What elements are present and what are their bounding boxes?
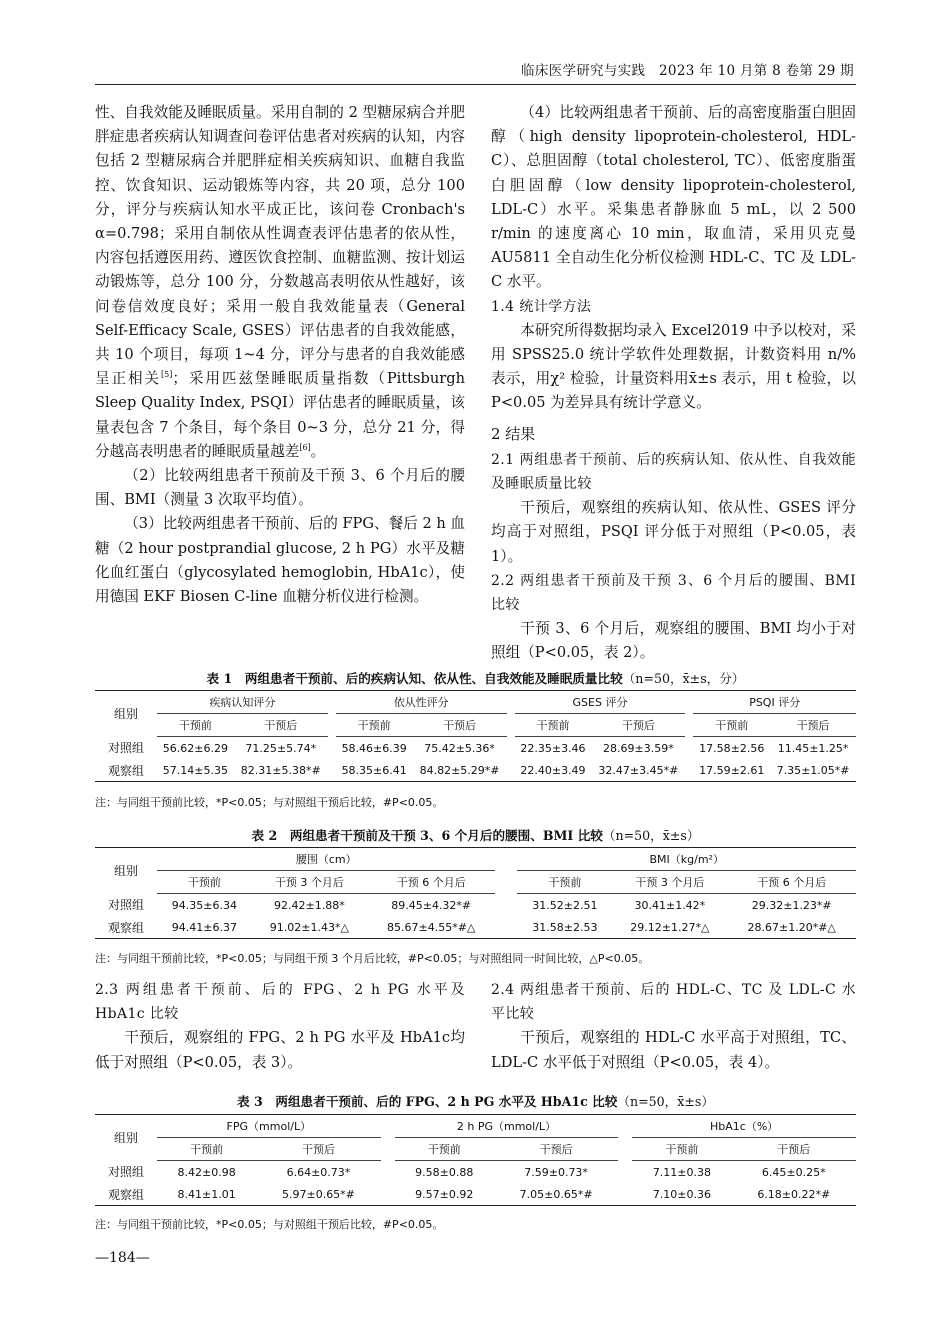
cell: 85.67±4.55*#△ [367,916,496,939]
paragraph-item-2: （2）比较两组患者干预前及干预 3、6 个月后的腰围、BMI（测量 3 次取平均值）。 [95,467,465,509]
table1-note: 注：与同组干预前比较，*P<0.05；与对照组干预后比较，#P<0.05。 [95,796,444,809]
paragraph-methods-scales: 性、自我效能及睡眠质量。采用自制的 2 型糖尿病合并肥胖症患者疾病认知调查问卷评估患者对疾病的认知，内容包括 2 型糖尿病合并肥胖症相关疾病知识、血糖自我监控、饮食知识、运动锻炼等内容，共 20 项，总分 100 分，评分与疾病认知水平成正比，该问卷 Cronbach's α=0.798；采用自制依从性调查表评估患者的依从性，内容包括遵医用药、遵医饮食控制、血糖监测、按计划运动锻炼等，总分 100 分，分数越高表明依从性越好，该问卷信效度良好；采用一般自我效能量表（General Self-Efficacy Scale, GSES）评估患者的自我效能感，共 10 个项目，每项 1~4 分，评分与患者的自我效能感呈正相关[5]；采用匹兹堡睡眠质量指数（Pittsburgh Sleep Quality Index, PSQI）评估患者的睡眠质量，该量表包含 7 个条目，每个条目 0~3 分，总分 21 分，得分越高表明患者的睡眠质量越差[6]。 [95,104,465,460]
table2-col-waist: 腰围（cm） [157,848,495,871]
cell: 8.41±1.01 [157,1183,256,1206]
table1-col-cognition: 疾病认知评分 [157,691,328,714]
citation-5[interactable]: [5] [161,370,173,380]
cell: 31.58±2.53 [517,916,612,939]
table3-col-hba1c: HbA1c（%） [632,1115,856,1138]
left-column [95,101,465,609]
cell: 75.42±5.36* [424,741,495,755]
citation-6[interactable]: [6] [299,442,311,452]
row-label: 观察组 [95,916,157,939]
cell: 22.35±3.46 [520,741,586,755]
cell: 32.47±3.45*# [591,759,685,782]
sub-before: 干预前 [395,1138,494,1161]
table-row [95,737,856,760]
table3-caption: 表 3 两组患者干预前、后的 FPG、2 h PG 水平及 HbA1c 比较（n=50，x̄±s） [237,1094,714,1109]
table-row [95,894,856,917]
sub-before: 干预前 [693,714,770,737]
row-label: 对照组 [107,741,144,756]
cell: 94.41±6.37 [157,916,252,939]
sub-after: 干预后 [256,1138,380,1161]
cell: 31.52±2.51 [532,898,598,912]
cell: 58.35±6.41 [336,759,413,782]
cell: 9.58±0.88 [415,1165,474,1179]
cell: 71.25±5.74* [245,741,317,755]
paragraph-item-3: （3）比较两组患者干预前、后的 FPG、餐后 2 h 血糖（2 hour postprandial glucose, 2 h PG）水平及糖化血红蛋白（glycosylated hemoglobin, HbA1c），使用德国 EKF Biosen C-line 血糖分析仪进行检测。 [95,515,466,606]
paragraph-statistics: 本研究所得数据均录入 Excel2019 中予以校对，采用 SPSS25.0 统计学软件处理数据，计数资料用 n/% 表示，用χ² 检验，计量资料用x̄±s 表示，用 t 检验，以 P<0.05 为差异具有统计学意义。 [491,321,856,412]
sub-after: 干预后 [591,714,685,737]
sub-3m: 干预 3 个月后 [252,871,367,894]
table1-col-psqi: PSQI 评分 [693,691,856,714]
cell: 92.42±1.88* [274,898,345,912]
table2-note: 注：与同组干预前比较，*P<0.05；与同组干预 3 个月后比较，#P<0.05；与对照组同一时间比较，△P<0.05。 [95,952,650,965]
table1 [95,690,856,782]
row-label: 观察组 [95,759,157,782]
sub-3m: 干预 3 个月后 [612,871,727,894]
heading-results: 2 结果 [491,424,536,443]
heading-1-4: 1.4 统计学方法 [491,298,592,315]
paragraph-2-3: 干预后，观察组的 FPG、2 h PG 水平及 HbA1c均低于对照组（P<0.05，表 3）。 [95,1029,465,1071]
sub-before: 干预前 [157,871,252,894]
cell: 7.59±0.73* [524,1165,588,1179]
sub-before: 干预前 [157,1138,256,1161]
cell: 84.82±5.29*# [413,759,507,782]
cell: 5.97±0.65*# [256,1183,380,1206]
section-2-3 [95,978,465,1075]
table3-col-2hpg: 2 h PG（mmol/L） [395,1115,619,1138]
cell: 6.64±0.73* [286,1165,351,1179]
table-row [95,1183,856,1206]
table2-group-header: 组别 [95,848,157,894]
table3-group-header: 组别 [95,1115,157,1161]
row-label: 对照组 [107,1165,144,1180]
cell: 30.41±1.42* [634,898,706,912]
sub-before: 干预前 [157,714,234,737]
page-number: —184— [95,1250,150,1266]
cell: 28.69±3.59* [603,741,674,755]
running-header [95,58,856,85]
table-row [95,916,856,939]
cell: 82.31±5.38*# [234,759,328,782]
sub-before: 干预前 [336,714,413,737]
sub-after: 干预后 [494,1138,618,1161]
paragraph-item-4: （4）比较两组患者干预前、后的高密度脂蛋白胆固醇（high density lipoprotein-cholesterol, HDL-C）、总胆固醇（total cholesterol, TC）、低密度脂蛋白胆固醇（low density lipoprotein-cholesterol, LDL-C）水平。采集患者静脉血 5 mL，以 2 500 r/min 的速度离心 10 min，取血清，采用贝克曼 AU5811 全自动生化分析仪检测 HDL-C、TC 及 LDL-C 水平。 [491,104,856,291]
sub-after: 干预后 [234,714,328,737]
cell: 56.62±6.29 [162,741,228,755]
cell: 17.59±2.61 [693,759,770,782]
cell: 94.35±6.34 [171,898,237,912]
sub-before: 干预前 [517,871,612,894]
table1-col-compliance: 依从性评分 [336,691,507,714]
table1-group-header: 组别 [95,691,157,737]
heading-2-3: 2.3 两组患者干预前、后的 FPG、2 h PG 水平及HbA1c 比较 [95,982,465,1023]
cell: 22.40±3.49 [515,759,592,782]
table3-note: 注：与同组干预前比较，*P<0.05；与对照组干预后比较，#P<0.05。 [95,1218,444,1231]
sub-before: 干预前 [515,714,592,737]
cell: 11.45±1.25* [777,741,849,755]
table-row [95,1161,856,1184]
paragraph-2-2: 干预 3、6 个月后，观察组的腰围、BMI 均小于对照组（P<0.05，表 2）。 [491,620,856,662]
sub-after: 干预后 [413,714,507,737]
section-2-4 [491,978,856,1075]
cell: 8.42±0.98 [177,1165,236,1179]
sub-before: 干预前 [632,1138,731,1161]
sub-6m: 干预 6 个月后 [727,871,856,894]
heading-2-4: 2.4 两组患者干预前、后的 HDL-C、TC 及 LDL-C 水平比较 [491,982,856,1023]
row-label: 观察组 [95,1183,157,1206]
sub-after: 干预后 [770,714,856,737]
cell: 29.12±1.27*△ [612,916,727,939]
table1-caption: 表 1 两组患者干预前、后的疾病认知、依从性、自我效能及睡眠质量比较（n=50，x̄±s，分） [206,671,745,686]
cell: 7.35±1.05*# [770,759,856,782]
table3 [95,1114,856,1206]
sub-6m: 干预 6 个月后 [367,871,496,894]
cell: 57.14±5.35 [157,759,234,782]
cell: 7.10±0.36 [632,1183,731,1206]
cell: 17.58±2.56 [699,741,765,755]
heading-2-1: 2.1 两组患者干预前、后的疾病认知、依从性、自我效能及睡眠质量比较 [491,451,856,493]
cell: 89.45±4.32*# [391,898,472,912]
cell: 58.46±6.39 [341,741,407,755]
table3-col-fpg: FPG（mmol/L） [157,1115,381,1138]
table2-caption: 表 2 两组患者干预前及干预 3、6 个月后的腰围、BMI 比较（n=50，x̄±s） [251,828,700,843]
cell: 7.05±0.65*# [494,1183,618,1206]
table-row [95,759,856,782]
journal-info: 临床医学研究与实践 2023 年 10 月第 8 卷第 29 期 [521,63,854,79]
cell: 91.02±1.43*△ [252,916,367,939]
sub-after: 干预后 [732,1138,856,1161]
cell: 28.67±1.20*#△ [727,916,856,939]
cell: 6.18±0.22*# [732,1183,856,1206]
paragraph-2-4: 干预后，观察组的 HDL-C 水平高于对照组，TC、LDL-C 水平低于对照组（P<0.05，表 4）。 [491,1029,856,1071]
table1-col-gses: GSES 评分 [515,691,686,714]
paragraph-2-1: 干预后，观察组的疾病认知、依从性、GSES 评分均高于对照组，PSQI 评分低于对照组（P<0.05，表 1）。 [491,499,856,565]
cell: 7.11±0.38 [652,1165,712,1179]
right-column [491,101,856,666]
cell: 9.57±0.92 [395,1183,494,1206]
cell: 29.32±1.23*# [751,898,832,912]
heading-2-2: 2.2 两组患者干预前及干预 3、6 个月后的腰围、BMI 比较 [491,572,856,614]
table2-col-bmi: BMI（kg/m²） [517,848,856,871]
cell: 6.45±0.25* [761,1165,826,1179]
table2 [95,847,856,939]
row-label: 对照组 [107,898,144,913]
